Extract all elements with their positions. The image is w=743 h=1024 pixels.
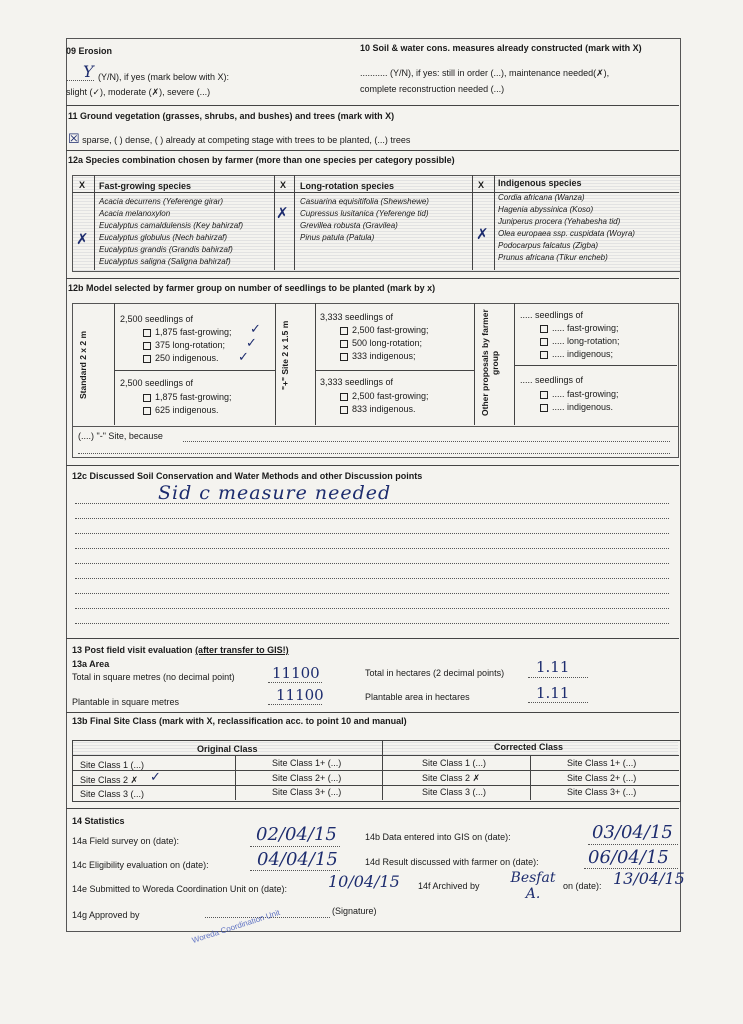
plus-1-title: 3,333 seedlings of [320,312,394,322]
long-species-3: Grevillea robusta (Gravilea) [300,221,398,230]
tick-mark-3: ✓ [238,350,249,365]
indig-species-5: Podocarpus falcatus (Zigba) [498,241,599,250]
checked-x-icon: ☒ [68,131,80,146]
checkbox[interactable] [340,340,348,348]
species-mark-fast: ✗ [76,230,89,248]
ground-veg-options [68,131,410,147]
erosion-yn-label: (Y/N), if yes (mark below with X): [98,72,230,82]
stats-a-label: 14a Field survey on (date): [72,836,180,846]
standard-2-item-1-text: 1,875 fast-growing; [155,392,232,402]
fast-species-4: Eucalyptus globulus (Nech bahirzaf) [99,233,228,242]
stats-f-label: 14f Archived by [418,881,480,891]
stats-f-value: 13/04/15 [613,869,685,888]
species-title: 12a Species combination chosen by farmer (more than one species per category possible) [68,155,455,165]
corr-class-3-plus: Site Class 3+ (...) [567,787,637,797]
stats-title: 14 Statistics [72,816,125,826]
plant-sqm-value: 11100 [276,686,324,704]
total-sqm-value: 11100 [272,664,320,682]
other-2-item-2-text: ..... indigenous. [552,402,614,412]
standard-1-item-2-text: 375 long-rotation; [155,340,226,350]
other-1-item-2 [540,336,620,346]
checkbox[interactable] [540,351,548,359]
stats-d-value: 06/04/15 [588,847,669,868]
stats-b-value: 03/04/15 [592,822,673,843]
other-2-title: ..... seedlings of [520,375,584,385]
plant-ha-value: 1.11 [536,684,570,702]
checkbox[interactable] [143,342,151,350]
other-2-item-1 [540,389,619,399]
plant-sqm-label: Plantable in square metres [72,697,180,707]
stats-g-signature: (Signature) [332,906,377,916]
indig-species-3: Juniperus procera (Yehabesha tid) [498,217,621,226]
site-label: "+" Site 2 x 1.5 m [280,320,290,390]
ground-veg-title: 11 Ground vegetation (grasses, shrubs, and bushes) and trees (mark with X) [68,111,395,121]
ground-veg-options-text: sparse, ( ) dense, ( ) already at competing stage with trees to be planted, (...) trees [82,135,411,145]
standard-1-item-2 [143,340,225,350]
stats-f-name: Besfat A. [510,870,556,902]
indig-species-4: Olea europaea ssp. cuspidata (Woyra) [498,229,635,238]
corrected-class-header: Corrected Class [494,742,564,752]
standard-label: Standard 2 x 2 m [78,330,88,400]
stats-f-date-label: on (date): [563,881,602,891]
plus-1-item-3 [340,351,416,361]
species-mark-indig: ✗ [476,225,489,243]
orig-class-3-plus: Site Class 3+ (...) [272,787,342,797]
discussed-handwritten: Sid c measure needed [158,482,392,504]
plant-ha-label: Plantable area in hectares [365,692,470,702]
indigenous-header: Indigenous species [498,178,582,188]
species-col-x-2: X [280,180,287,190]
fast-growing-header: Fast-growing species [99,181,192,191]
stats-a-value: 02/04/15 [256,824,337,845]
standard-2-item-2-text: 625 indigenous. [155,405,219,415]
post-title-text: 13 Post field visit evaluation [72,645,193,655]
corr-class-1: Site Class 1 (...) [422,758,487,768]
other-1-item-1 [540,323,619,333]
orig-class-1-plus: Site Class 1+ (...) [272,758,342,768]
standard-2-item-2 [143,405,219,415]
erosion-title: 09 Erosion [66,46,113,56]
indig-species-6: Prunus africana (Tikur encheb) [498,253,608,262]
plus-2-title: 3,333 seedlings of [320,377,394,387]
checkbox[interactable] [340,393,348,401]
orig-class-3: Site Class 3 (...) [80,789,145,799]
total-ha-value: 1.11 [536,658,570,676]
stats-e-value: 10/04/15 [328,872,400,891]
site-class-title: 13b Final Site Class (mark with X, reclassification acc. to point 10 and manual) [72,716,407,726]
standard-1-item-3 [143,353,219,363]
erosion-yn-value: Y [83,62,94,81]
checkbox[interactable] [340,353,348,361]
long-species-4: Pinus patula (Patula) [300,233,375,242]
standard-2-item-1 [143,392,232,402]
checkbox[interactable] [340,327,348,335]
tick-mark-1: ✓ [250,322,261,337]
post-title [72,645,289,655]
indig-species-1: Cordia africana (Wanza) [498,193,585,202]
checkbox[interactable] [540,404,548,412]
fast-species-3: Eucalyptus camaldulensis (Key bahirzaf) [99,221,244,230]
checkbox[interactable] [143,355,151,363]
soil-water-line1: ........... (Y/N), if yes: still in order (...), maintenance needed(✗), [360,68,610,78]
long-species-2: Cupressus lusitanica (Yeferenge tid) [300,209,429,218]
corr-class-3: Site Class 3 (...) [422,787,487,797]
plus-2-item-2-text: 833 indigenous. [352,404,416,414]
long-rotation-header: Long-rotation species [300,181,395,191]
orig-class-2-plus: Site Class 2+ (...) [272,773,342,783]
plus-2-item-2 [340,404,416,414]
soil-water-line2: complete reconstruction needed (...) [360,84,505,94]
total-ha-label: Total in hectares (2 decimal points) [365,668,505,678]
other-1-item-3-text: ..... indigenous; [552,349,614,359]
standard-1-item-1 [143,327,232,337]
stamp: Woreda Coordination Unit [190,908,282,945]
checkbox[interactable] [143,394,151,402]
tick-mark-2: ✓ [246,336,257,351]
corr-class-1-plus: Site Class 1+ (...) [567,758,637,768]
long-species-1: Casuarina equisitifolia (Shewshewe) [300,197,429,206]
other-2-item-1-text: ..... fast-growing; [552,389,619,399]
checkbox[interactable] [540,338,548,346]
indig-species-2: Hagenia abyssinica (Koso) [498,205,594,214]
orig-class-2: Site Class 2 ✗ [80,775,139,785]
other-1-item-2-text: ..... long-rotation; [552,336,620,346]
checkbox[interactable] [340,406,348,414]
original-class-header: Original Class [197,744,258,754]
stats-c-label: 14c Eligibility evaluation on (date): [72,860,209,870]
stats-e-label: 14e Submitted to Woreda Coordination Unit on (date): [72,884,287,894]
fast-species-5: Eucalyptus grandis (Grandis bahirzaf) [99,245,233,254]
plus-2-item-1 [340,391,429,401]
total-sqm-label: Total in square metres (no decimal point) [72,672,235,682]
model-title: 12b Model selected by farmer group on number of seedlings to be planted (mark by x) [68,283,436,293]
standard-2-title: 2,500 seedlings of [120,378,194,388]
stats-c-value: 04/04/15 [257,849,338,870]
plus-1-item-1-text: 2,500 fast-growing; [352,325,429,335]
species-col-x-1: X [79,180,86,190]
stats-b-label: 14b Data entered into GIS on (date): [365,832,511,842]
standard-1-item-1-text: 1,875 fast-growing; [155,327,232,337]
plus-2-item-1-text: 2,500 fast-growing; [352,391,429,401]
stats-g-label: 14g Approved by [72,910,140,920]
species-mark-long: ✗ [276,204,289,222]
plus-1-item-2 [340,338,422,348]
corr-class-2: Site Class 2 ✗ [422,773,481,783]
orig-class-1: Site Class 1 (...) [80,760,145,770]
standard-1-item-3-text: 250 indigenous. [155,353,219,363]
area-title: 13a Area [72,659,110,669]
other-1-item-1-text: ..... fast-growing; [552,323,619,333]
checkbox[interactable] [143,329,151,337]
fast-species-6: Eucalyptus saligna (Saligna bahirzaf) [99,257,231,266]
plus-1-item-1 [340,325,429,335]
other-1-title: ..... seedlings of [520,310,584,320]
fast-species-2: Acacia melanoxylon [99,209,171,218]
minus-site-label: (....) "-" Site, because [78,431,163,441]
checkbox[interactable] [540,325,548,333]
plus-1-item-2-text: 500 long-rotation; [352,338,423,348]
checkbox[interactable] [143,407,151,415]
species-col-x-3: X [478,180,485,190]
post-title-note: (after transfer to GIS!) [195,645,289,655]
other-label: Other proposals by farmer group [480,309,500,416]
erosion-severity: slight (✓), moderate (✗), severe (...) [66,87,211,97]
checkbox[interactable] [540,391,548,399]
standard-1-title: 2,500 seedlings of [120,314,194,324]
soil-water-title: 10 Soil & water cons. measures already constructed (mark with X) [360,43,642,53]
discussed-title: 12c Discussed Soil Conservation and Water Methods and other Discussion points [72,471,423,481]
corr-class-2-plus: Site Class 2+ (...) [567,773,637,783]
orig-class-tick: ✓ [150,770,161,785]
stats-d-label: 14d Result discussed with farmer on (date): [365,857,539,867]
other-1-item-3 [540,349,613,359]
plus-1-item-3-text: 333 indigenous; [352,351,416,361]
other-2-item-2 [540,402,613,412]
fast-species-1: Acacia decurrens (Yeferenge girar) [99,197,224,206]
